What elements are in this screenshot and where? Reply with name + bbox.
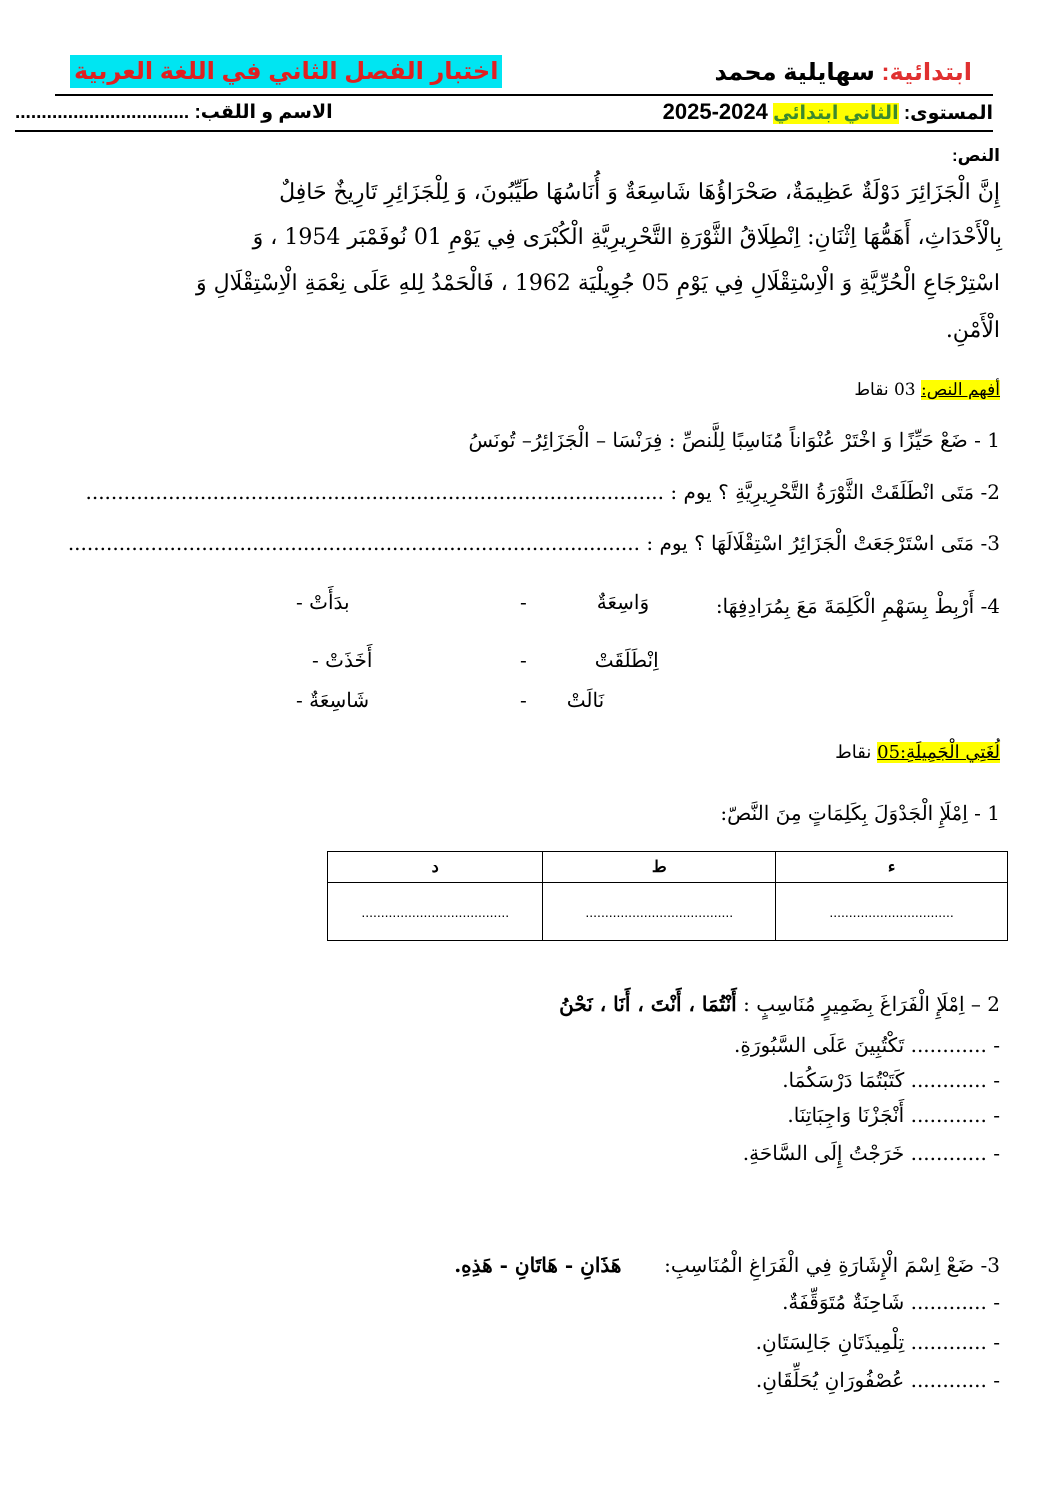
match-left-word-3: نَالَتْ: [566, 688, 605, 712]
language-q2-options: أَنْتُمَا ، أَنْتَ ، أَنَا ، نَحْنُ: [559, 992, 737, 1016]
name-label: الاسم و اللقب:: [194, 102, 333, 123]
language-q1: 1 - اِمْلَإِ الْجَدْوَلَ بِكَلِمَاتٍ مِنَ النَّصّ:: [720, 801, 1000, 825]
letters-table-header-2: ط: [543, 852, 776, 883]
letters-table: [327, 851, 1008, 941]
match-left-2[interactable]: اِنْطَلَقَتْ-: [520, 648, 659, 672]
demonstrative-item-2[interactable]: - ............ تِلْمِيذَتَانِ جَالِسَتَانِ.: [755, 1330, 1000, 1354]
letters-table-cell-1[interactable]: ......................................: [328, 883, 543, 941]
language-q3-prefix: 3- ضَعْ اِسْمَ الْإِشَارَةِ فِي الْفَرَاغِ الْمُنَاسِبِ:: [664, 1253, 1000, 1277]
name-dots: .................................: [15, 102, 190, 123]
pronoun-item-2[interactable]: - ............ كَتَبْتُمَا دَرْسَكُمَا.: [782, 1068, 1000, 1092]
match-left-1[interactable]: وَاسِعَةٌ-: [520, 590, 650, 614]
language-q2: [559, 992, 1000, 1016]
text-line-3: اسْتِرْجَاعِ الْحُرِّيَّةِ وَ الْاِسْتِقْلَالِ فِي يَوْمِ 05 جُوِيلْيَة 1962 ، فَالْحَمْدُ لِلهِ عَلَى نِعْمَةِ الْاِسْتِقْلَالِ وَ: [196, 271, 1000, 296]
name-field[interactable]: [15, 101, 333, 124]
match-right-2[interactable]: أَخَذَتْ -: [312, 648, 373, 672]
match-left-word-2: اِنْطَلَقَتْ: [594, 648, 659, 672]
language-q2-prefix: 2 – اِمْلَإِ الْفَرَاغَ بِضَمِيرٍ مُنَاسِبٍ :: [743, 992, 1000, 1016]
letters-table-cell-3[interactable]: ................................: [776, 883, 1008, 941]
demonstrative-item-1[interactable]: - ............ شَاحِنَةٌ مُتَوَقِّفَةٌ.: [782, 1290, 1000, 1314]
school-label: ابتدائية:: [881, 59, 972, 86]
level-line: [663, 99, 993, 125]
match-right-3[interactable]: شَاسِعَةٌ -: [296, 688, 370, 712]
letters-table-header-3: ء: [776, 852, 1008, 883]
language-q3: [454, 1253, 1000, 1277]
demonstrative-item-3[interactable]: - ............ عُصْفُورَانِ يُحَلِّقَانِ.: [755, 1368, 1000, 1392]
comprehension-heading: [854, 380, 1000, 400]
letters-table-row: [328, 883, 1008, 941]
match-left-word-1: وَاسِعَةٌ: [596, 590, 650, 614]
pronoun-item-3[interactable]: - ............ أَنْجَزْنَا وَاجِبَاتِنَا.: [787, 1103, 1000, 1127]
header-rule-top: [55, 94, 993, 96]
question-4: 4- أَرْبِطْ بِسَهْمِ الْكَلِمَةَ مَعَ بِمُرَادِفِهَا:: [715, 594, 1000, 618]
school-name: سهايلية محمد: [714, 59, 875, 86]
text-line-4: الْأَمْنِ.: [945, 318, 1000, 343]
comprehension-points: 03 نقاط: [854, 380, 916, 400]
question-3[interactable]: 3- مَتَى اسْتَرْجَعَتْ الْجَزَائِرُ اسْتِقْلَالَهَا ؟ يوم : ..........................................................................................: [67, 531, 1000, 555]
text-label: النص:: [951, 146, 1000, 165]
exam-title: اختبار الفصل الثاني في اللغة العربية: [70, 55, 502, 88]
match-left-3[interactable]: نَالَتْ-: [520, 688, 605, 712]
pronoun-item-1[interactable]: - ............ تَكْتُبِينَ عَلَى السَّبُورَةِ.: [734, 1033, 1000, 1057]
letters-table-header-1: د: [328, 852, 543, 883]
match-right-word-3: شَاسِعَةٌ: [309, 688, 370, 712]
language-q3-options: هَذَانِ - هَاتَانِ - هَذِهِ.: [454, 1253, 622, 1277]
match-right-word-2: أَخَذَتْ: [325, 648, 373, 672]
match-right-word-1: بدَأَتْ: [309, 590, 350, 614]
language-points-word: نقاط: [835, 742, 872, 763]
text-line-2: بِالْأَحْدَاثِ، أَهَمُّهَا اِثْنَانِ: اِنْطِلَاقُ الثَّوْرَةِ التَّحْرِيرِيَّةِ الْكُبْرَى فِي يَوْمِ 01 نُوفَمْبَر 1954 ، وَ: [252, 225, 1002, 250]
letters-table-header-row: [328, 852, 1008, 883]
comprehension-title: أفهم النص:: [921, 380, 1000, 400]
question-2[interactable]: 2- مَتَى انْطَلَقَتْ الثَّوْرَةُ التَّحْرِيرِيَّةِ ؟ يوم : ...........................................................................................: [85, 480, 1000, 504]
level-label: المستوى:: [903, 103, 993, 124]
header-rule-bottom: [15, 130, 993, 132]
language-title: لُغَتِي الْجَمِيلَةِ:05: [877, 742, 1000, 763]
school-year: 2024-2025: [662, 99, 768, 124]
letters-table-cell-2[interactable]: ......................................: [543, 883, 776, 941]
language-points-num: 05: [877, 742, 901, 763]
text-line-1: إِنَّ الْجَزَائِرَ دَوْلَةٌ عَظِيمَةٌ، صَحْرَاؤُهَا شَاسِعَةٌ وَ أُنَاسُهَا طَيِّبُونَ، وَ لِلْجَزَائِرِ تَارِيخٌ حَافِلٌ: [279, 180, 1000, 205]
question-1: 1 - ضَعْ حَيِّزًا وَ اخْتَرْ عُنْوَاناً مُنَاسِبًا لِلَّنصِّ : فِرَنْسَا – الْجَزَائِرُ– تُونَسُ: [468, 428, 1000, 452]
language-heading: [835, 742, 1000, 763]
school-line: [714, 58, 972, 87]
pronoun-item-4[interactable]: - ............ خَرَجْتُ إِلَى السَّاحَةِ.: [742, 1141, 1000, 1165]
level-value: الثاني ابتدائي: [773, 103, 899, 124]
match-right-1[interactable]: بدَأَتْ -: [296, 590, 350, 614]
